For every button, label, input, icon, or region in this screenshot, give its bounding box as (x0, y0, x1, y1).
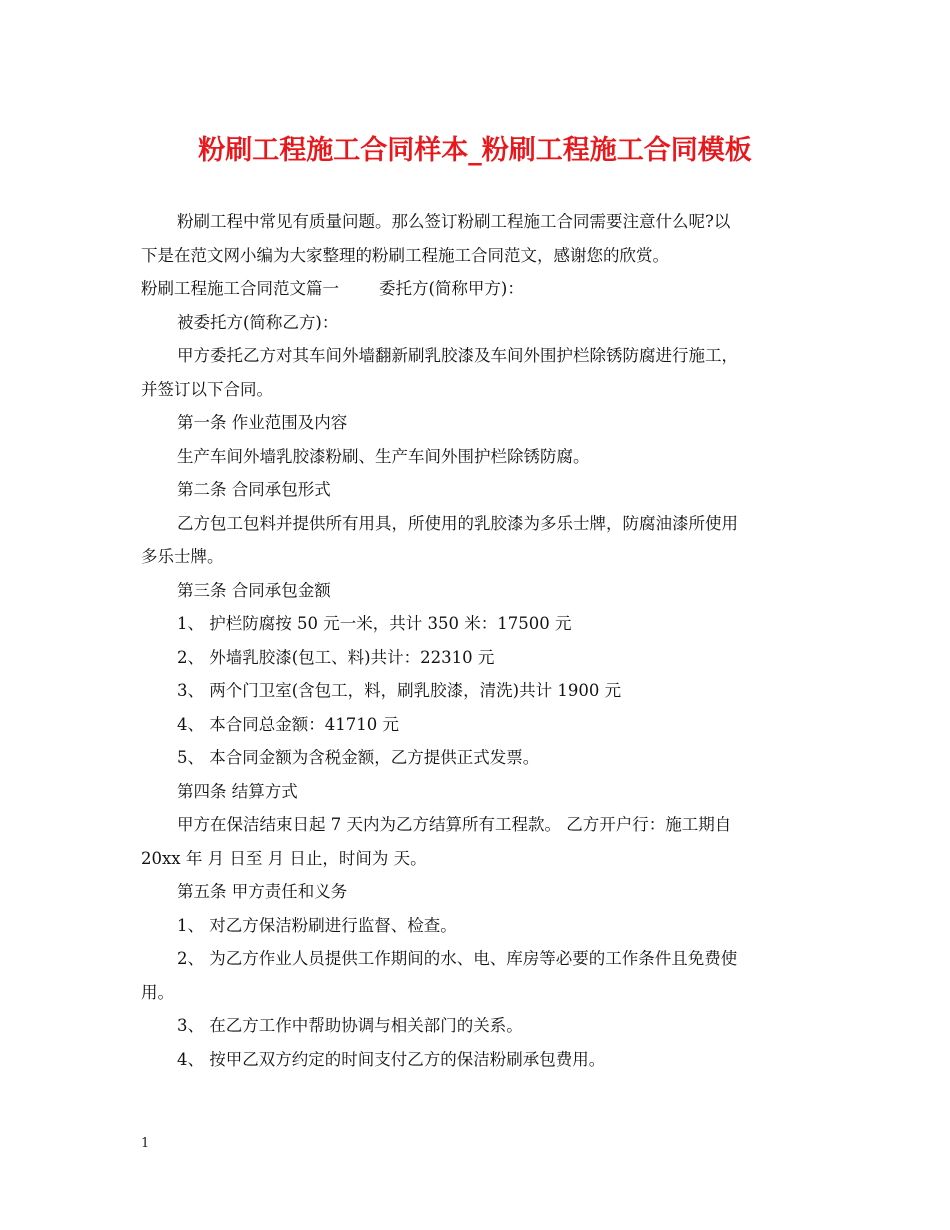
document-body (141, 205, 813, 1076)
article-5-item-2-line-2: 用。 (141, 982, 174, 1002)
article-2-text-line-1: 乙方包工包料并提供所有用具，所使用的乳胶漆为多乐士牌，防腐油漆所使用 (177, 513, 738, 533)
article-5-item-1: 1、 对乙方保洁粉刷进行监督、检查。 (177, 915, 457, 935)
article-2-title: 第二条 合同承包形式 (177, 480, 331, 499)
preamble-line-1: 甲方委托乙方对其车间外墙翻新刷乳胶漆及车间外围护栏除锈防腐进行施工， (177, 346, 738, 365)
sample-heading-line (141, 272, 813, 306)
party-b-label: 被委托方(简称乙方)： (177, 312, 339, 332)
article-3-item-3: 3、 两个门卫室(含包工，料，刷乳胶漆，清洗)共计 1900 元 (177, 681, 622, 700)
article-3-item-5: 5、 本合同金额为含税金额，乙方提供正式发票。 (177, 748, 540, 767)
article-5-item-4: 4、 按甲乙双方约定的时间支付乙方的保洁粉刷承包费用。 (177, 1049, 606, 1069)
intro-paragraph-line-2: 下是在范文网小编为大家整理的粉刷工程施工合同范文，感谢您的欣赏。 (141, 245, 669, 265)
article-5-item-2-line-1: 2、 为乙方作业人员提供工作期间的水、电、库房等必要的工作条件且免费使 (177, 949, 738, 968)
article-1-title: 第一条 作业范围及内容 (177, 413, 348, 432)
article-3-item-1: 1、 护栏防腐按 50 元一米，共计 350 米：17500 元 (177, 614, 572, 633)
article-3-item-2: 2、 外墙乳胶漆(包工、料)共计：22310 元 (177, 647, 495, 667)
article-2-text-line-2: 多乐士牌。 (141, 547, 224, 566)
article-4-title: 第四条 结算方式 (177, 781, 298, 801)
preamble-line-2: 并签订以下合同。 (141, 379, 273, 399)
party-a-label: 委托方(简称甲方)： (379, 279, 524, 298)
document-title: 粉刷工程施工合同样本_粉刷工程施工合同模板 (198, 135, 752, 166)
article-5-item-3: 3、 在乙方工作中帮助协调与相关部门的关系。 (177, 1016, 523, 1035)
page-number: 1 (141, 1136, 150, 1151)
sample-label: 粉刷工程施工合同范文篇一 (141, 279, 339, 298)
intro-paragraph-line-1: 粉刷工程中常见有质量问题。那么签订粉刷工程施工合同需要注意什么呢?以 (177, 212, 731, 231)
article-1-text: 生产车间外墙乳胶漆粉刷、生产车间外围护栏除锈防腐。 (177, 446, 590, 466)
article-3-item-4: 4、 本合同总金额：41710 元 (177, 714, 399, 734)
article-5-title: 第五条 甲方责任和义务 (177, 882, 348, 901)
article-4-text-line-2: 20xx 年 月 日至 月 日止，时间为 天。 (141, 848, 427, 868)
article-4-text-line-1: 甲方在保洁结束日起 7 天内为乙方结算所有工程款。 乙方开户行：施工期自 (177, 815, 732, 834)
article-3-title: 第三条 合同承包金额 (177, 580, 331, 600)
